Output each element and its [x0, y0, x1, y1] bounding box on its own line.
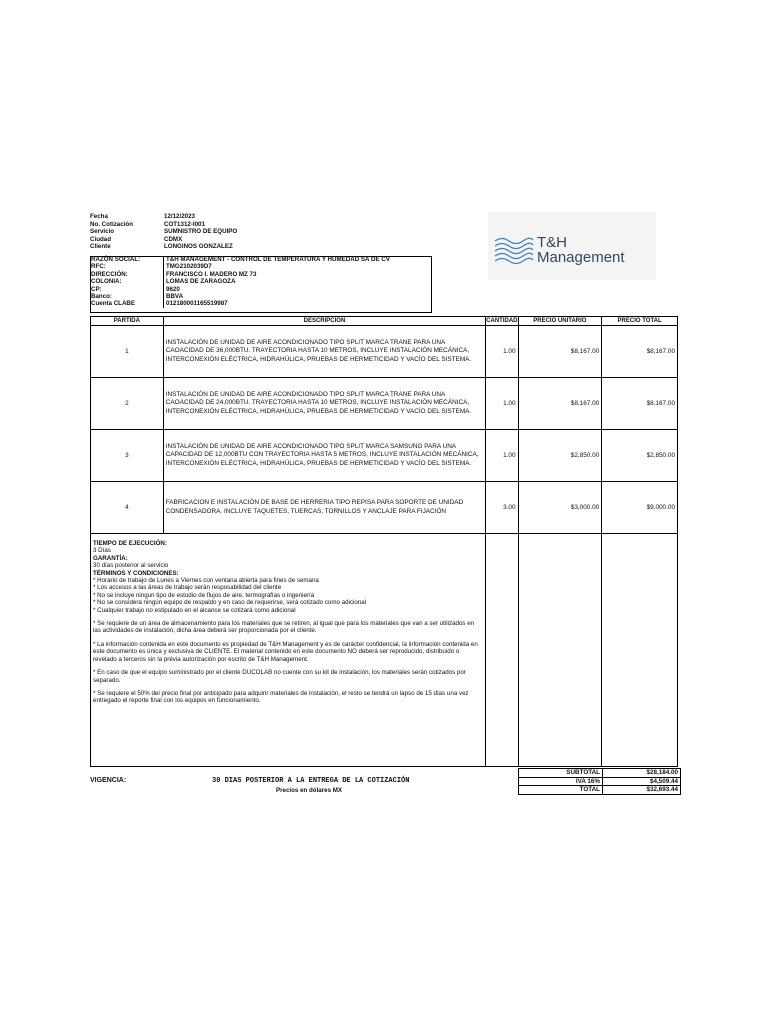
- company-info: [90, 256, 432, 308]
- cell-precio-total: $8,167.00: [602, 326, 678, 378]
- terminos-label: TÉRMINOS Y CONDICIONES:: [93, 569, 179, 577]
- cell-partida: 2: [91, 378, 164, 430]
- col-header-descripcion: DESCRIPCIÓN: [163, 317, 485, 326]
- condition-item: * Los accesos a las áreas de trabajo serán resposabilidad del cliente: [93, 584, 282, 592]
- company-label: DIRECCIÓN:: [91, 270, 128, 278]
- garantia-value: 30 días posterior al servicio: [93, 562, 169, 570]
- company-label: COLONIA:: [91, 278, 122, 286]
- company-row: [90, 256, 432, 263]
- table-row: [91, 430, 678, 482]
- conditions-cell: [91, 534, 486, 767]
- condition-item: * Horario de trabajo de Lunes a Viernes con ventana abierta para fines de semana: [93, 577, 319, 585]
- logo-text-line2: Management: [537, 249, 625, 266]
- vigencia-label: VIGENCIA:: [90, 777, 127, 784]
- cell-descripcion: INSTALACIÓN DE UNIDAD DE AIRE ACONDICIONADO TIPO SPLIT MARCA TRANE PARA UNA CAOACIDAD DE 36,000BTU. TRAYECTORIA HASTA 10 METROS, INCLUYE INSTALACIÓN MECÁNICA, INTERCONEXIÓN ELÉCTRICA, HIDRAHÚLICA, PRUEBAS DE HERMETICIDAD Y VACÍO DEL SISTEMA.: [163, 326, 485, 378]
- cell-precio-unitario: $8,167.00: [518, 378, 602, 430]
- table-row: [91, 326, 678, 378]
- header-value: 12/12/2023: [164, 213, 195, 220]
- company-value: LOMAS DE ZARAGOZA: [163, 278, 432, 285]
- header-label: No. Cotización: [90, 220, 133, 228]
- totals-value: $28,184.00: [603, 769, 681, 778]
- condition-item: * Cualquier trabajo no estipulado en el alcance se cotizará como adicional: [93, 606, 296, 614]
- header-value: SUMNISTRO DE EQUIPO: [164, 228, 238, 236]
- cell-partida: 4: [91, 482, 164, 534]
- cell-precio-total: $9,000.00: [602, 482, 678, 534]
- condition-item: * No se incluye ningun tipo de estudio de flujos de aire, termografías o ingeniería: [93, 591, 315, 599]
- cell-precio-unitario: $2,850.00: [518, 430, 602, 482]
- company-row: [90, 278, 432, 285]
- totals-table: [518, 768, 681, 795]
- cell-partida: 1: [91, 326, 164, 378]
- logo-text-line1: T&H: [537, 234, 567, 251]
- header-value: LONGINOS GONZALEZ: [164, 243, 233, 251]
- company-value: 9620: [163, 286, 432, 293]
- company-row: [90, 293, 432, 300]
- empty-cell: [486, 534, 518, 767]
- company-label: Banco:: [91, 293, 112, 301]
- header-row-ciudad: [90, 236, 237, 244]
- company-value: 012180001165519987: [163, 300, 432, 307]
- items-table: [90, 316, 678, 767]
- header-row-cliente: [90, 243, 237, 251]
- header-row-servicio: [90, 228, 237, 236]
- cell-partida: 3: [91, 430, 164, 482]
- totals-row-total: [519, 786, 681, 795]
- company-label: RAZÓN SOCIAL:: [91, 256, 141, 263]
- table-header-row: [91, 317, 678, 326]
- totals-label: IVA 16%: [519, 777, 603, 786]
- company-row: [90, 271, 432, 278]
- company-value: FRANCISCO I. MADERO MZ 73: [163, 271, 432, 278]
- company-row: [90, 300, 432, 307]
- company-value: BBVA: [163, 293, 432, 300]
- header-label: Servicio: [90, 228, 115, 236]
- company-label: Cuenta CLABE: [91, 300, 136, 308]
- col-header-partida: PARTIDA: [91, 317, 164, 326]
- condition-item: * No se considera ningún equipo de respaldo y en caso de requerirse, será cotizado como adicional: [93, 599, 367, 607]
- header-row-fecha: [90, 213, 237, 221]
- empty-cell: [602, 534, 678, 767]
- cell-descripcion: INSTALACIÓN DE UNIDAD DE AIRE ACONDICIONADO TIPO SPLIT MARCA SAMSUNG PARA UNA CAPACIDAD DE 12,000BTU CON TRAYECTORIA HASTA 5 METROS, INCLUYE INSTALACIÓN MECÁNICA, INTERCONEXIÓN ELÉCTRICA, HIDRAHÚLICA, PRUEBAS DE HERMETICIDAD Y VACÍO DEL SISTEMA.: [163, 430, 485, 482]
- col-header-precio-total: PRECIO TOTAL: [602, 317, 678, 326]
- vigencia-text: 30 DIAS POSTERIOR A LA ENTREGA DE LA COTIZACIÓN: [212, 777, 410, 785]
- totals-label: SUBTOTAL: [519, 769, 603, 778]
- totals-label: TOTAL: [519, 786, 603, 795]
- totals-value: $32,693.44: [603, 786, 681, 795]
- cell-precio-total: $8,167.00: [602, 378, 678, 430]
- empty-cell: [518, 534, 602, 767]
- tiempo-label: TIEMPO DE EJECUCIÓN:: [93, 540, 167, 547]
- header-value: COT1312-I001: [164, 220, 205, 228]
- cell-descripcion: FABRICACION E INSTALACIÓN DE BASE DE HERRERIA TIPO REPISA PARA SOPORTE DE UNIDAD CONDENSADORA. INCLUYE TAQUETES, TUERCAS, TORNILLOS Y ANCLAJE PARA FIJACIÓN: [163, 482, 485, 534]
- company-label: RFC:: [91, 263, 106, 271]
- company-row: [90, 263, 432, 270]
- tiempo-value: 3 Días: [93, 547, 111, 555]
- company-label: CP:: [91, 285, 102, 293]
- precios-note: Precios en dólares MX: [276, 787, 343, 794]
- table-row: [91, 378, 678, 430]
- header-value: CDMX: [164, 235, 183, 243]
- totals-row-iva: [519, 777, 681, 786]
- cell-cantidad: 3.00: [486, 482, 518, 534]
- header-row-cotizacion: [90, 221, 237, 229]
- company-logo: [488, 212, 656, 280]
- table-row: [91, 482, 678, 534]
- header-label: Cliente: [90, 243, 111, 251]
- cell-cantidad: 1.00: [486, 430, 518, 482]
- col-header-precio-unitario: PRECIO UNITARIO: [518, 317, 602, 326]
- garantia-label: GARANTÍA:: [93, 554, 128, 562]
- header-label: Fecha: [90, 213, 108, 220]
- condition-paragraph: * La información contenida en este documento es propiedad de T&H Management y es de carácter confidencial, la información contenida en este documento es única y exclusiva de CLIENTE. El material contenido en este documento NO deberá ser reproducido, distribuido o revelado a terceros sin la prévia autorización por escrito de T&H Management.: [93, 640, 478, 663]
- totals-value: $4,509.44: [603, 777, 681, 786]
- cell-precio-total: $2,850.00: [602, 430, 678, 482]
- company-value: TMG2102039D7: [163, 263, 432, 270]
- col-header-cantidad: CANTIDAD: [486, 318, 518, 324]
- cell-precio-unitario: $8,167.00: [518, 326, 602, 378]
- cell-cantidad: 1.00: [486, 378, 518, 430]
- company-row: [90, 286, 432, 293]
- waves-icon: [494, 236, 534, 264]
- cell-descripcion: INSTALACIÓN DE UNIDAD DE AIRE ACONDICIONADO TIPO SPLIT MARCA TRANE PARA UNA CAOACIDAD DE 24,000BTU. TRAYECTORIA HASTA 10 METROS, INCLUYE INSTALACIÓN MECÁNICA, INTERCONEXIÓN ELÉCTRICA, HIDRAHÚLICA, PRUEBAS DE HERMETICIDAD Y VACÍO DEL SISTEMA.: [163, 378, 485, 430]
- cell-precio-unitario: $3,000.00: [518, 482, 602, 534]
- header-label: Ciudad: [90, 235, 111, 243]
- company-value: T&H MANAGEMENT - CONTROL DE TEMPERATURA Y HUMEDAD SA DE CV: [163, 256, 432, 263]
- condition-paragraph: * Se requiere de un área de almacenamiento para los materiales que se retiren, al igual que para los materiales que van a ser utilizados en las actividades de instalación, dicha área deberá ser proporcionada por el cliente.: [93, 620, 475, 635]
- conditions-row: [91, 534, 678, 767]
- condition-paragraph: * En caso de que el equipo suministrado por el cliente DUCOLAB no cuente con su kit de instalación, los materiales serán cotizados por separado.: [93, 669, 466, 684]
- cell-cantidad: 1.00: [486, 326, 518, 378]
- totals-row-subtotal: [519, 769, 681, 778]
- header-info: [90, 213, 237, 251]
- condition-paragraph: * Se requiere el 50% del precio final por anticipado para adquirir materiales de instalación, el resto se tendrá un lapso de 15 días una vez entregado el reporte final con los equipos en funcionamiento.: [93, 689, 469, 705]
